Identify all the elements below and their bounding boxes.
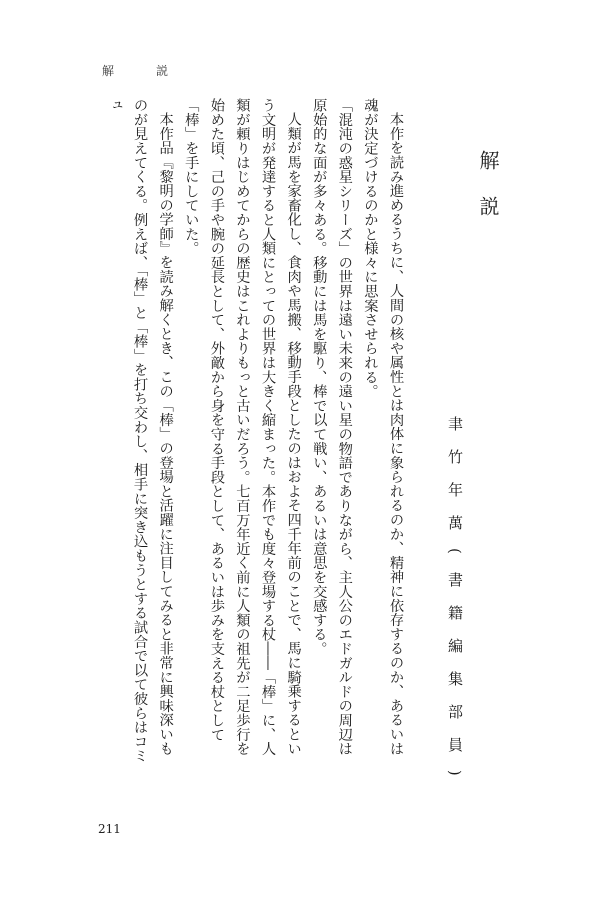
paragraph-3: 人類が馬を家畜化し、食肉や馬搬、移動手段としたのはおよそ四千年前のことで、馬に騎乗するという文明が発達すると人類にとっての世界は大きく縮まった。本作でも度々登場する杖――「棒」に、人類が頼りはじめてからの歴史はこれよりもっと古いだろう。七百万年近く前に人類の祖先が二足歩行を始めた頃、己の手や腕の延長として、外敵から身を守る手段として、あるいは歩みを支える杖として「棒」を手にしていた。 xyxy=(183,98,302,756)
paragraph-4: 本作品『黎明の学師』を読み解くとき、この「棒」の登場と活躍に注目してみると非常に興味深いものが見えてくる。例えば、「棒」と「棒」を打ち交わし、相手に突き込もうとする試合で以て彼らはコミュ xyxy=(106,98,174,763)
body-text xyxy=(100,98,408,768)
page-number: 211 xyxy=(98,822,121,836)
running-head xyxy=(102,62,168,79)
running-head-char-1: 解 xyxy=(102,64,115,78)
article-title: 解説 xyxy=(476,150,500,242)
paragraph-1: 本作を読み進めるうちに、人間の核や属性とは肉体に象られるのか、精神に依存するのか、あるいは魂が決定づけるのかと様々に思案させられる。 xyxy=(362,98,404,756)
paragraph-2: 「混沌の惑星シリーズ」の世界は遠い未来の遠い星の物語でありながら、主人公のエドガルドの周辺は原始的な面が多々ある。移動には馬を駆り、棒で以て戦い、あるいは意思を交感する。 xyxy=(311,98,353,756)
author-byline: 聿竹年萬(書籍編集部員) xyxy=(446,416,464,794)
running-head-char-2: 説 xyxy=(156,64,169,78)
